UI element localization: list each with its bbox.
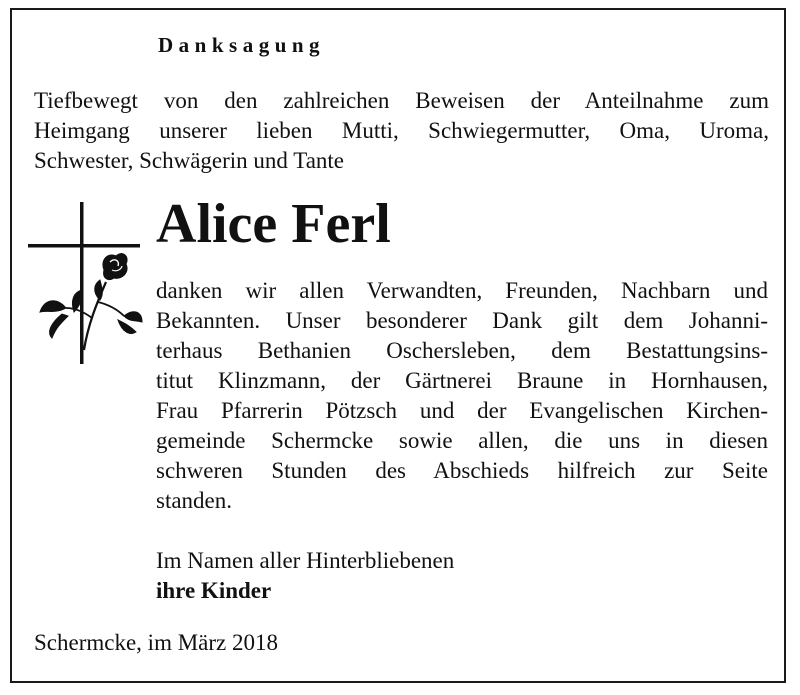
body-line: gemeinde Schermcke sowie allen, die uns in diesen (156, 428, 768, 453)
place-date: Schermcke, im März 2018 (34, 630, 278, 655)
body-line: standen. (156, 488, 233, 513)
body-line: Bekannten. Unser besonderer Dank gilt dem Johanni- (156, 308, 768, 333)
body-line: terhaus Bethanien Oschersleben, dem Bestattungsins- (156, 338, 768, 363)
closing-line: Im Namen aller Hinterbliebenen (156, 548, 455, 573)
body-line: titut Klinzmann, der Gärtnerei Braune in Hornhausen, (156, 368, 768, 393)
intro-line: Heimgang unserer lieben Mutti, Schwiegermutter, Oma, Uroma, (34, 118, 769, 143)
body-line: danken wir allen Verwandten, Freunden, Nachbarn und (156, 278, 768, 303)
deceased-name: Alice Ferl (156, 193, 391, 255)
intro-line: Schwester, Schwägerin und Tante (34, 148, 345, 173)
body-line: Frau Pfarrerin Pötzsch und der Evangelischen Kirchen- (156, 398, 768, 423)
intro-paragraph (34, 86, 769, 176)
intro-line: Tiefbewegt von den zahlreichen Beweisen der Anteilnahme zum (34, 88, 769, 113)
closing-block (156, 546, 454, 606)
notice-heading: Danksagung (158, 33, 326, 57)
cross-with-rose-icon (26, 200, 144, 365)
body-line: schweren Stunden des Abschieds hilfreich zur Seite (156, 458, 768, 483)
thanks-paragraph (156, 276, 768, 516)
signature: ihre Kinder (156, 578, 272, 603)
